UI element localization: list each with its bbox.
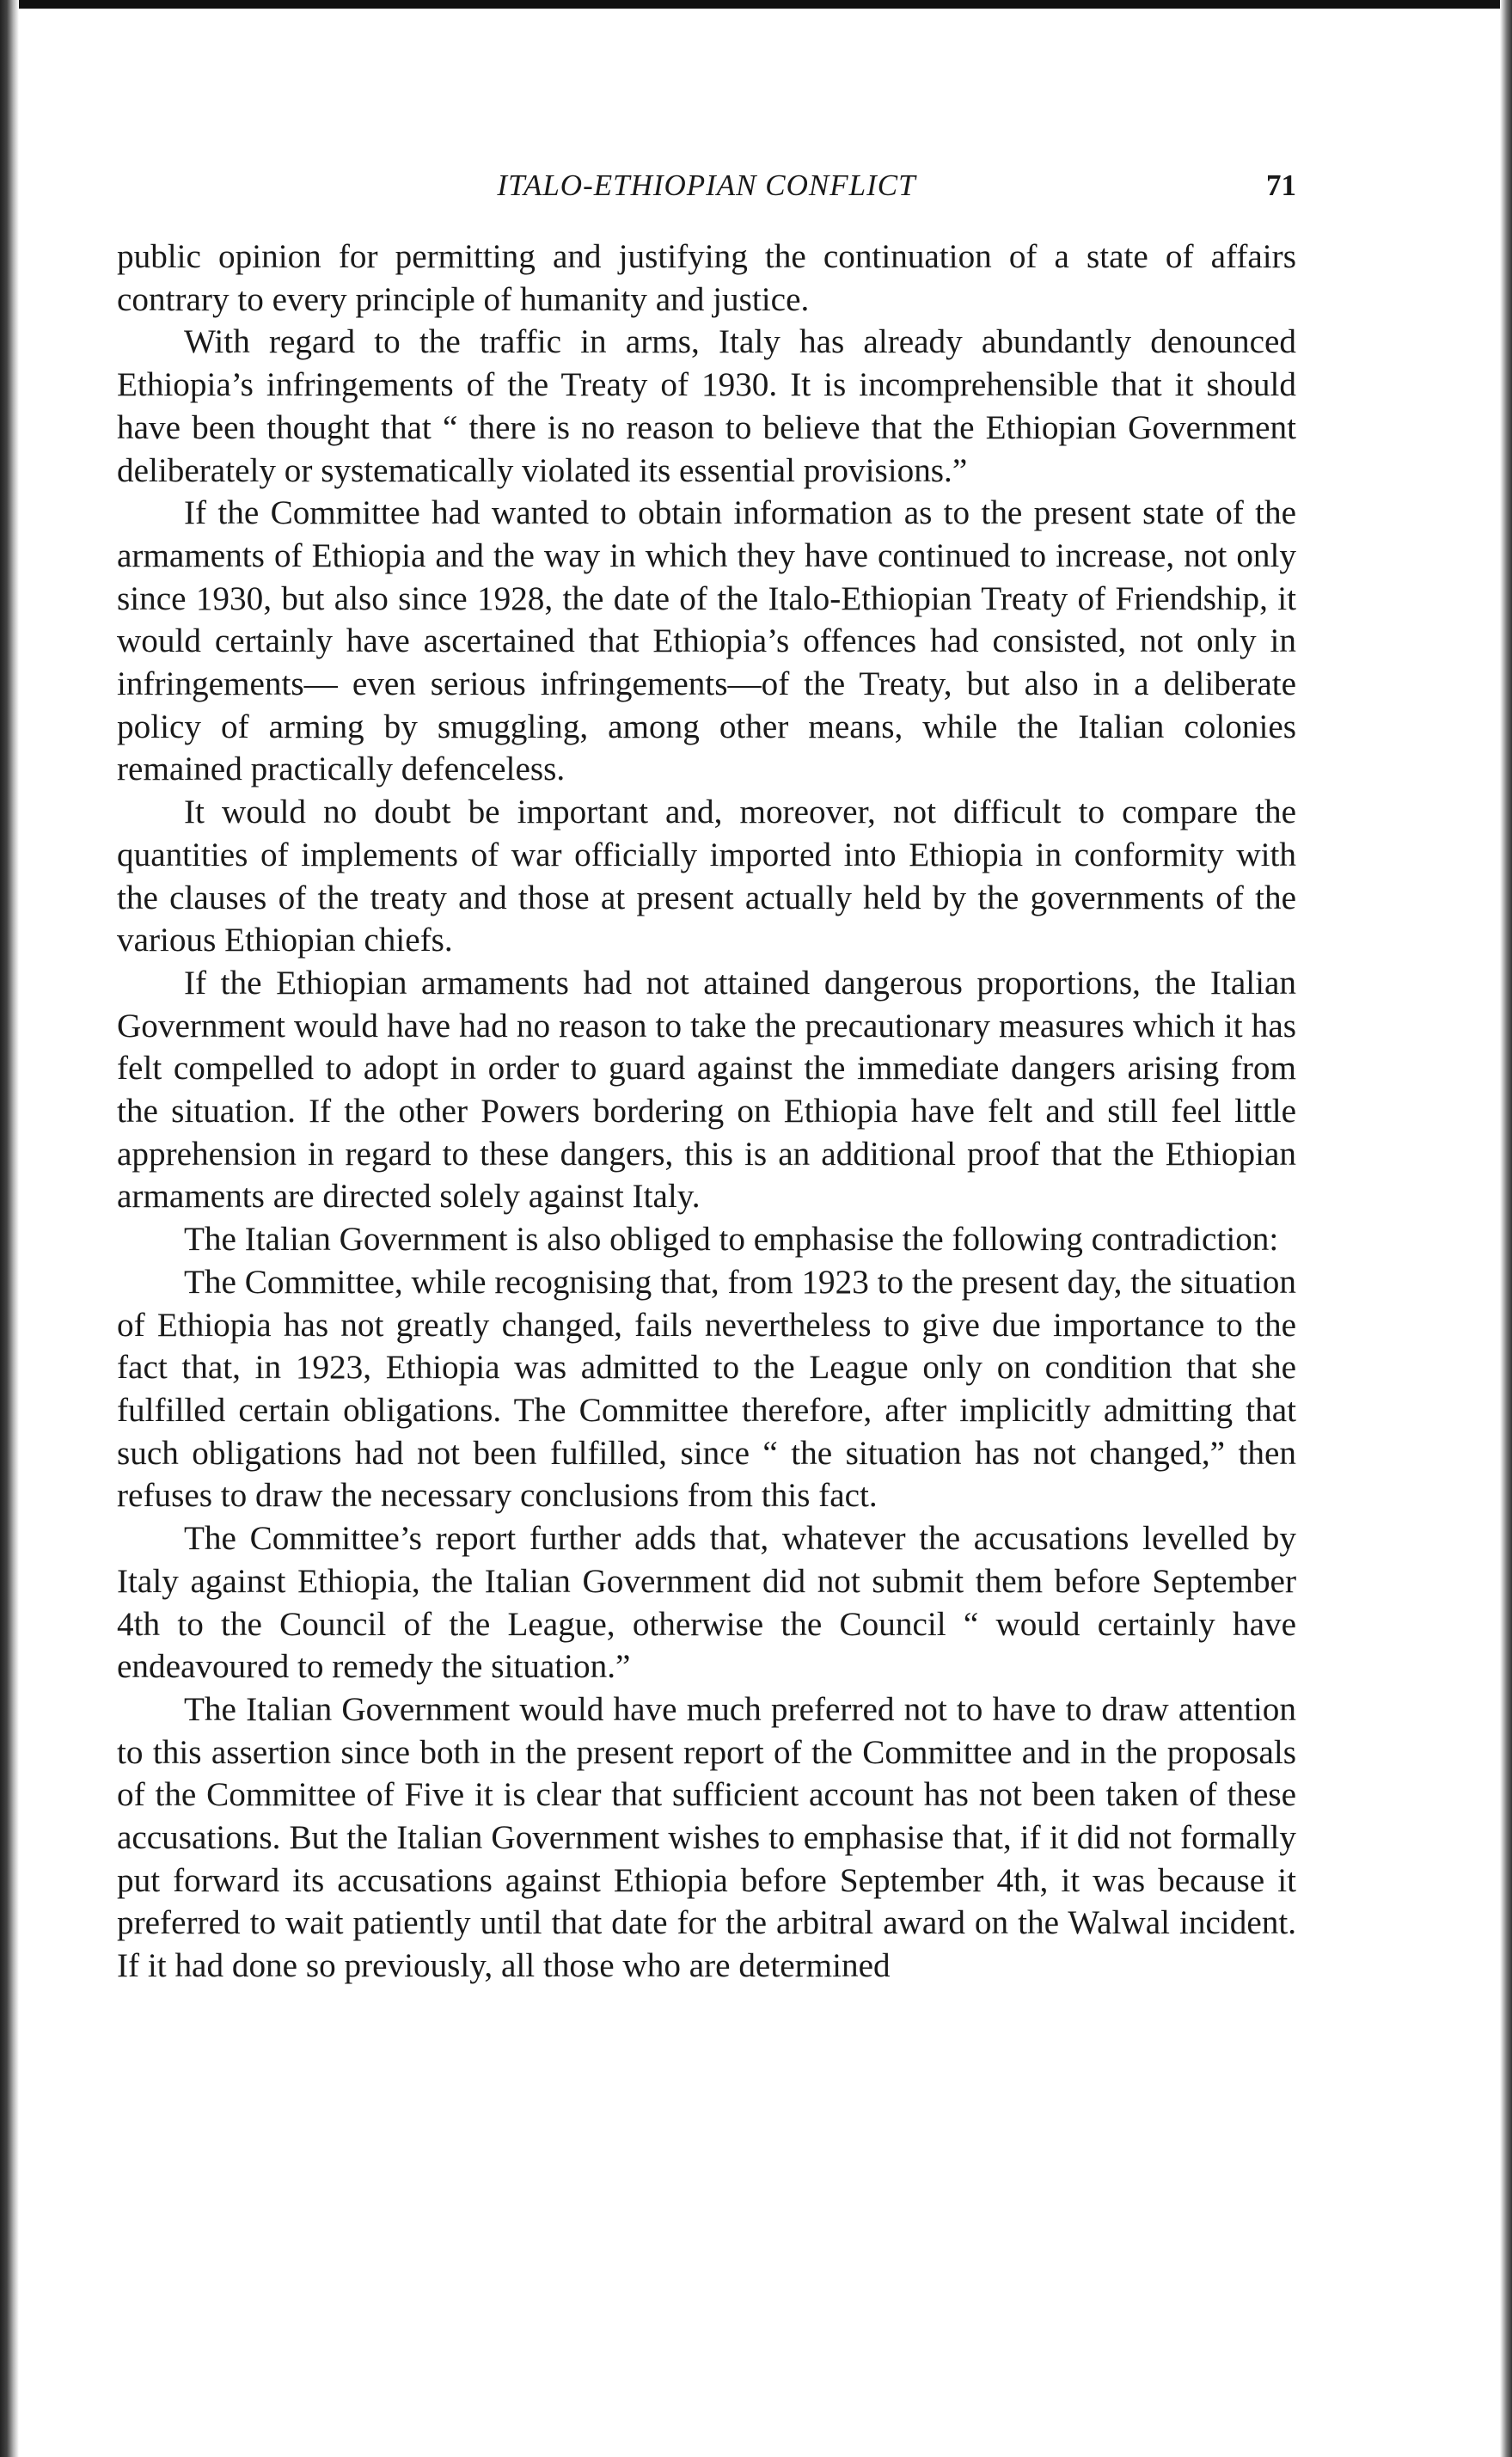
paragraph-6: The Italian Government is also obliged to emphasise the following contradiction: — [184, 1221, 1279, 1259]
paragraph-5: If the Ethiopian armaments had not attained dangerous proportions, the Italian Government would have had no reason to take the precautionary measures which it has felt compelled to adopt in order to guard against the immediate dangers arising from the situation. If the other Powers bordering on Ethiopia have felt and still feel little apprehension in regard to these dangers, this is an additional proof that the Ethiopian armaments are directed solely against Italy. — [117, 964, 1296, 1216]
page-edge-right — [1500, 0, 1512, 2457]
running-title: ITALO-ETHIOPIAN CONFLICT — [497, 168, 916, 202]
paragraph-3: If the Committee had wanted to obtain information as to the present state of the armaments of Ethiopia and the way in which they have continued to increase, not only since 1930, but also since 1928, the date of the Italo-Ethiopian Treaty of Friendship, it would certainly have ascertained that Ethiopia’s offences had consisted, not only in infringements— even serious infringements—of the Treaty, but also in a deliberate policy of arming by smuggling, among other means, while the Italian colonies remained practically defenceless. — [117, 494, 1296, 788]
text-body — [117, 236, 1296, 1988]
paragraph-2: With regard to the traffic in arms, Italy has already abundantly denounced Ethiopia’s infringements of the Treaty of 1930. It is incomprehensible that it should have been thought that “ there is no reason to believe that the Ethiopian Government deliberately or systematically violated its essential provisions.” — [117, 323, 1296, 489]
page-edge-left — [0, 0, 19, 2457]
page-edge-top — [0, 0, 1512, 9]
paragraph-9: The Italian Government would have much preferred not to have to draw attention to this assertion since both in the present report of the Committee and in the proposals of the Committee of Five it is clear that sufficient account has not been taken of these accusations. But the Italian Government wishes to emphasise that, if it did not formally put forward its accusations against Ethiopia before September 4th, it was because it preferred to wait patiently until that date for the arbitral award on the Walwal incident. If it had done so previously, all those who are determined — [117, 1690, 1296, 1985]
paragraph-8: The Committee’s report further adds that, whatever the accusations levelled by Italy against Ethiopia, the Italian Government did not submit them before September 4th to the Council of the League, otherwise the Council “ would certainly have endeavoured to remedy the situation.” — [117, 1520, 1296, 1686]
page-number: 71 — [1266, 168, 1296, 202]
paragraph-4: It would no doubt be important and, moreover, not difficult to compare the quantities of implements of war officially imported into Ethiopia in conformity with the clauses of the treaty and those at present actually held by the governments of the various Ethiopian chiefs. — [117, 793, 1296, 959]
paragraph-7: The Committee, while recognising that, from 1923 to the present day, the situation of Ethiopia has not greatly changed, fails nevertheless to give due importance to the fact that, in 1923, Ethiopia was admitted to the League only on condition that she fulfilled certain obligations. The Committee therefore, after implicitly admitting that such obligations had not been fulfilled, since “ the situation has not changed,” then refuses to draw the necessary conclusions from this fact. — [117, 1263, 1296, 1515]
running-head — [117, 168, 1296, 220]
paragraph-1: public opinion for permitting and justifying the continuation of a state of affairs contrary to every principle of humanity and justice. — [117, 238, 1296, 318]
